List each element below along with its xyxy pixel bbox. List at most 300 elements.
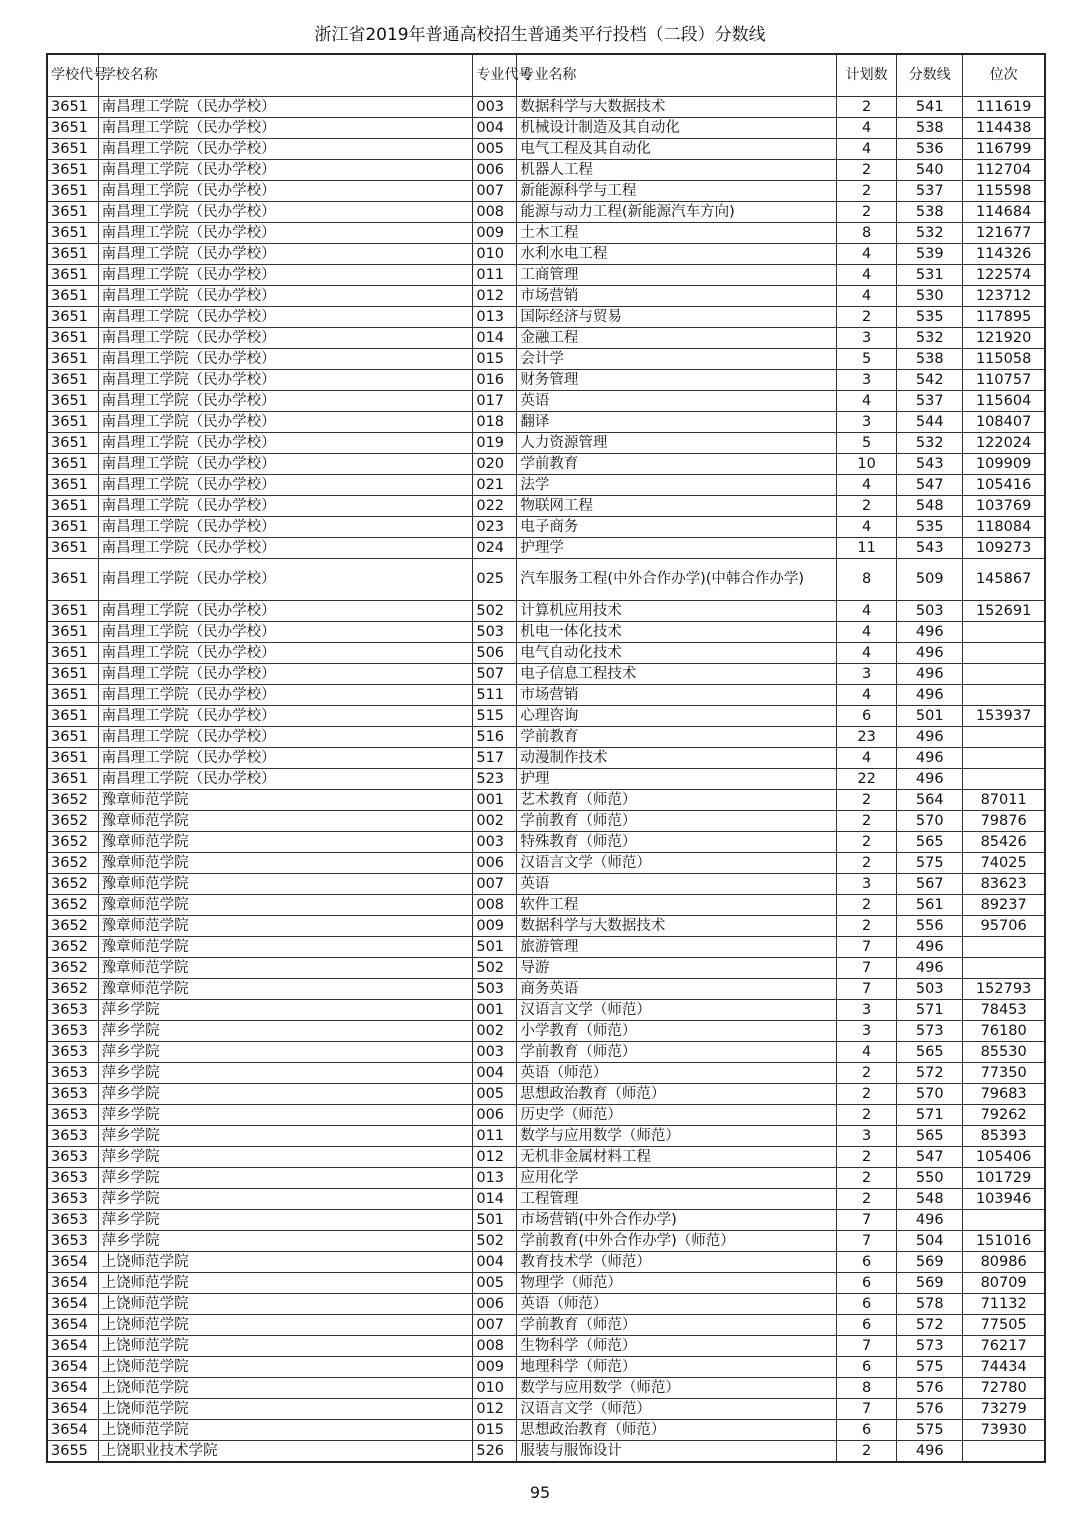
score-table bbox=[46, 53, 1046, 1463]
table-row bbox=[47, 1335, 1045, 1356]
cell-score: 570 bbox=[897, 810, 963, 831]
cell-school-name: 南昌理工学院（民办学校） bbox=[98, 537, 473, 558]
cell-school-name: 萍乡学院 bbox=[98, 1020, 473, 1041]
cell-school-code: 3651 bbox=[47, 621, 98, 642]
cell-school-name: 豫章师范学院 bbox=[98, 873, 473, 894]
cell-school-name: 南昌理工学院（民办学校） bbox=[98, 642, 473, 663]
cell-major-name: 机器人工程 bbox=[517, 159, 837, 180]
table-row bbox=[47, 516, 1045, 537]
table-row bbox=[47, 1251, 1045, 1272]
cell-major-name: 物联网工程 bbox=[517, 495, 837, 516]
cell-school-code: 3651 bbox=[47, 663, 98, 684]
cell-school-name: 豫章师范学院 bbox=[98, 810, 473, 831]
cell-major-name: 汉语言文学（师范） bbox=[517, 1398, 837, 1419]
cell-score: 531 bbox=[897, 264, 963, 285]
cell-plan: 2 bbox=[837, 159, 897, 180]
cell-major-code: 006 bbox=[473, 852, 517, 873]
cell-plan: 7 bbox=[837, 1335, 897, 1356]
cell-school-code: 3651 bbox=[47, 705, 98, 726]
cell-school-code: 3651 bbox=[47, 390, 98, 411]
cell-plan: 2 bbox=[837, 789, 897, 810]
cell-major-code: 016 bbox=[473, 369, 517, 390]
table-row bbox=[47, 684, 1045, 705]
cell-school-name: 南昌理工学院（民办学校） bbox=[98, 306, 473, 327]
cell-major-name: 生物科学（师范） bbox=[517, 1335, 837, 1356]
cell-major-name: 市场营销 bbox=[517, 285, 837, 306]
cell-rank: 115058 bbox=[963, 348, 1045, 369]
cell-school-code: 3651 bbox=[47, 726, 98, 747]
cell-school-name: 南昌理工学院（民办学校） bbox=[98, 222, 473, 243]
cell-major-code: 503 bbox=[473, 978, 517, 999]
cell-major-code: 501 bbox=[473, 936, 517, 957]
cell-plan: 2 bbox=[837, 180, 897, 201]
cell-school-name: 南昌理工学院（民办学校） bbox=[98, 201, 473, 222]
header-rank: 位次 bbox=[963, 54, 1045, 96]
cell-major-name: 护理 bbox=[517, 768, 837, 789]
cell-school-name: 南昌理工学院（民办学校） bbox=[98, 768, 473, 789]
cell-school-name: 上饶师范学院 bbox=[98, 1272, 473, 1293]
cell-major-code: 502 bbox=[473, 957, 517, 978]
table-row bbox=[47, 453, 1045, 474]
cell-score: 561 bbox=[897, 894, 963, 915]
cell-rank: 72780 bbox=[963, 1377, 1045, 1398]
cell-major-name: 英语（师范） bbox=[517, 1293, 837, 1314]
cell-school-code: 3651 bbox=[47, 369, 98, 390]
cell-school-code: 3653 bbox=[47, 1125, 98, 1146]
cell-rank: 80709 bbox=[963, 1272, 1045, 1293]
table-row bbox=[47, 873, 1045, 894]
cell-score: 496 bbox=[897, 663, 963, 684]
table-row bbox=[47, 1377, 1045, 1398]
cell-school-code: 3651 bbox=[47, 96, 98, 117]
cell-major-code: 005 bbox=[473, 138, 517, 159]
cell-score: 565 bbox=[897, 1041, 963, 1062]
cell-school-name: 萍乡学院 bbox=[98, 1167, 473, 1188]
cell-school-code: 3651 bbox=[47, 474, 98, 495]
table-row bbox=[47, 831, 1045, 852]
cell-major-code: 003 bbox=[473, 831, 517, 852]
cell-major-code: 526 bbox=[473, 1440, 517, 1462]
cell-school-name: 萍乡学院 bbox=[98, 1188, 473, 1209]
table-row bbox=[47, 327, 1045, 348]
cell-plan: 4 bbox=[837, 516, 897, 537]
cell-school-name: 萍乡学院 bbox=[98, 1146, 473, 1167]
table-row bbox=[47, 810, 1045, 831]
table-row bbox=[47, 201, 1045, 222]
table-row bbox=[47, 96, 1045, 117]
cell-plan: 2 bbox=[837, 852, 897, 873]
cell-score: 532 bbox=[897, 222, 963, 243]
cell-rank: 152691 bbox=[963, 600, 1045, 621]
cell-score: 537 bbox=[897, 390, 963, 411]
table-row bbox=[47, 285, 1045, 306]
cell-school-name: 上饶师范学院 bbox=[98, 1335, 473, 1356]
cell-plan: 8 bbox=[837, 222, 897, 243]
page-number: 95 bbox=[529, 1483, 551, 1502]
cell-score: 538 bbox=[897, 117, 963, 138]
cell-major-code: 009 bbox=[473, 222, 517, 243]
cell-major-code: 002 bbox=[473, 1020, 517, 1041]
cell-school-name: 上饶职业技术学院 bbox=[98, 1440, 473, 1462]
table-row bbox=[47, 747, 1045, 768]
cell-school-code: 3651 bbox=[47, 264, 98, 285]
table-row bbox=[47, 1083, 1045, 1104]
cell-rank bbox=[963, 747, 1045, 768]
cell-school-name: 萍乡学院 bbox=[98, 1083, 473, 1104]
cell-rank: 76180 bbox=[963, 1020, 1045, 1041]
table-row bbox=[47, 621, 1045, 642]
cell-score: 496 bbox=[897, 747, 963, 768]
cell-school-code: 3654 bbox=[47, 1419, 98, 1440]
cell-school-name: 萍乡学院 bbox=[98, 999, 473, 1020]
cell-major-code: 506 bbox=[473, 642, 517, 663]
cell-rank: 121920 bbox=[963, 327, 1045, 348]
cell-rank: 71132 bbox=[963, 1293, 1045, 1314]
cell-major-code: 005 bbox=[473, 1272, 517, 1293]
cell-major-name: 工商管理 bbox=[517, 264, 837, 285]
cell-plan: 2 bbox=[837, 915, 897, 936]
cell-major-code: 011 bbox=[473, 1125, 517, 1146]
cell-rank bbox=[963, 1209, 1045, 1230]
cell-plan: 3 bbox=[837, 873, 897, 894]
cell-major-code: 007 bbox=[473, 873, 517, 894]
cell-school-name: 萍乡学院 bbox=[98, 1230, 473, 1251]
table-row bbox=[47, 432, 1045, 453]
table-row bbox=[47, 495, 1045, 516]
table-row bbox=[47, 411, 1045, 432]
cell-major-code: 022 bbox=[473, 495, 517, 516]
cell-major-name: 汉语言文学（师范） bbox=[517, 852, 837, 873]
table-row bbox=[47, 1356, 1045, 1377]
cell-major-name: 英语 bbox=[517, 390, 837, 411]
table-row bbox=[47, 474, 1045, 495]
cell-major-name: 机电一体化技术 bbox=[517, 621, 837, 642]
cell-rank: 79876 bbox=[963, 810, 1045, 831]
cell-school-code: 3653 bbox=[47, 1188, 98, 1209]
cell-rank: 79683 bbox=[963, 1083, 1045, 1104]
table-row bbox=[47, 1020, 1045, 1041]
cell-school-name: 南昌理工学院（民办学校） bbox=[98, 474, 473, 495]
cell-major-name: 无机非金属材料工程 bbox=[517, 1146, 837, 1167]
cell-major-code: 008 bbox=[473, 1335, 517, 1356]
cell-score: 509 bbox=[897, 558, 963, 600]
cell-rank: 103769 bbox=[963, 495, 1045, 516]
cell-school-code: 3652 bbox=[47, 915, 98, 936]
cell-major-name: 思想政治教育（师范） bbox=[517, 1083, 837, 1104]
cell-score: 575 bbox=[897, 1419, 963, 1440]
cell-score: 550 bbox=[897, 1167, 963, 1188]
cell-school-name: 豫章师范学院 bbox=[98, 852, 473, 873]
cell-rank: 77350 bbox=[963, 1062, 1045, 1083]
cell-rank: 85530 bbox=[963, 1041, 1045, 1062]
cell-score: 547 bbox=[897, 474, 963, 495]
cell-major-code: 001 bbox=[473, 789, 517, 810]
cell-major-name: 电气工程及其自动化 bbox=[517, 138, 837, 159]
cell-school-code: 3653 bbox=[47, 1104, 98, 1125]
cell-school-code: 3652 bbox=[47, 936, 98, 957]
cell-rank: 152793 bbox=[963, 978, 1045, 999]
cell-plan: 6 bbox=[837, 1251, 897, 1272]
cell-school-name: 豫章师范学院 bbox=[98, 936, 473, 957]
cell-school-code: 3652 bbox=[47, 978, 98, 999]
cell-major-name: 汽车服务工程(中外合作办学)(中韩合作办学) bbox=[517, 558, 837, 600]
cell-major-name: 数学与应用数学（师范） bbox=[517, 1125, 837, 1146]
cell-major-code: 012 bbox=[473, 285, 517, 306]
cell-major-code: 008 bbox=[473, 894, 517, 915]
cell-major-name: 机械设计制造及其自动化 bbox=[517, 117, 837, 138]
cell-major-name: 数学与应用数学（师范） bbox=[517, 1377, 837, 1398]
table-row bbox=[47, 894, 1045, 915]
cell-rank: 105416 bbox=[963, 474, 1045, 495]
cell-rank: 122024 bbox=[963, 432, 1045, 453]
cell-school-code: 3651 bbox=[47, 600, 98, 621]
cell-school-code: 3651 bbox=[47, 411, 98, 432]
cell-major-code: 019 bbox=[473, 432, 517, 453]
cell-major-name: 旅游管理 bbox=[517, 936, 837, 957]
cell-rank: 89237 bbox=[963, 894, 1045, 915]
cell-school-name: 南昌理工学院（民办学校） bbox=[98, 264, 473, 285]
cell-school-name: 南昌理工学院（民办学校） bbox=[98, 726, 473, 747]
cell-major-code: 014 bbox=[473, 327, 517, 348]
cell-rank: 95706 bbox=[963, 915, 1045, 936]
cell-score: 532 bbox=[897, 432, 963, 453]
cell-major-code: 517 bbox=[473, 747, 517, 768]
cell-school-name: 上饶师范学院 bbox=[98, 1251, 473, 1272]
cell-school-code: 3651 bbox=[47, 159, 98, 180]
table-row bbox=[47, 1188, 1045, 1209]
cell-school-code: 3652 bbox=[47, 957, 98, 978]
cell-rank: 118084 bbox=[963, 516, 1045, 537]
cell-major-code: 503 bbox=[473, 621, 517, 642]
cell-plan: 4 bbox=[837, 138, 897, 159]
cell-school-name: 豫章师范学院 bbox=[98, 831, 473, 852]
cell-plan: 2 bbox=[837, 1083, 897, 1104]
cell-rank bbox=[963, 1440, 1045, 1462]
cell-plan: 4 bbox=[837, 390, 897, 411]
cell-rank: 114326 bbox=[963, 243, 1045, 264]
cell-major-code: 004 bbox=[473, 1251, 517, 1272]
cell-plan: 23 bbox=[837, 726, 897, 747]
cell-rank: 74434 bbox=[963, 1356, 1045, 1377]
table-row bbox=[47, 369, 1045, 390]
cell-major-name: 历史学（师范） bbox=[517, 1104, 837, 1125]
cell-score: 575 bbox=[897, 1356, 963, 1377]
cell-rank: 74025 bbox=[963, 852, 1045, 873]
cell-score: 576 bbox=[897, 1398, 963, 1419]
cell-major-code: 025 bbox=[473, 558, 517, 600]
cell-major-name: 国际经济与贸易 bbox=[517, 306, 837, 327]
cell-plan: 3 bbox=[837, 411, 897, 432]
cell-score: 496 bbox=[897, 768, 963, 789]
cell-plan: 3 bbox=[837, 999, 897, 1020]
cell-score: 576 bbox=[897, 1377, 963, 1398]
cell-score: 535 bbox=[897, 306, 963, 327]
cell-plan: 4 bbox=[837, 684, 897, 705]
cell-score: 548 bbox=[897, 1188, 963, 1209]
cell-score: 539 bbox=[897, 243, 963, 264]
cell-rank: 73930 bbox=[963, 1419, 1045, 1440]
cell-score: 535 bbox=[897, 516, 963, 537]
cell-school-code: 3651 bbox=[47, 201, 98, 222]
cell-major-code: 017 bbox=[473, 390, 517, 411]
cell-score: 540 bbox=[897, 159, 963, 180]
cell-major-name: 英语（师范） bbox=[517, 1062, 837, 1083]
cell-plan: 2 bbox=[837, 96, 897, 117]
cell-score: 504 bbox=[897, 1230, 963, 1251]
cell-plan: 7 bbox=[837, 1398, 897, 1419]
cell-school-name: 南昌理工学院（民办学校） bbox=[98, 453, 473, 474]
table-row bbox=[47, 1419, 1045, 1440]
cell-plan: 4 bbox=[837, 117, 897, 138]
cell-major-code: 004 bbox=[473, 1062, 517, 1083]
cell-plan: 6 bbox=[837, 705, 897, 726]
cell-major-code: 011 bbox=[473, 264, 517, 285]
cell-score: 532 bbox=[897, 327, 963, 348]
cell-rank: 87011 bbox=[963, 789, 1045, 810]
cell-major-name: 学前教育 bbox=[517, 726, 837, 747]
cell-school-name: 上饶师范学院 bbox=[98, 1356, 473, 1377]
cell-plan: 3 bbox=[837, 1125, 897, 1146]
cell-plan: 10 bbox=[837, 453, 897, 474]
cell-plan: 4 bbox=[837, 642, 897, 663]
cell-school-name: 南昌理工学院（民办学校） bbox=[98, 411, 473, 432]
cell-plan: 3 bbox=[837, 663, 897, 684]
cell-school-name: 上饶师范学院 bbox=[98, 1398, 473, 1419]
cell-school-code: 3654 bbox=[47, 1293, 98, 1314]
cell-school-name: 萍乡学院 bbox=[98, 1209, 473, 1230]
cell-plan: 2 bbox=[837, 495, 897, 516]
cell-school-code: 3654 bbox=[47, 1335, 98, 1356]
cell-school-name: 豫章师范学院 bbox=[98, 789, 473, 810]
cell-school-code: 3652 bbox=[47, 852, 98, 873]
table-row bbox=[47, 306, 1045, 327]
cell-major-name: 心理咨询 bbox=[517, 705, 837, 726]
cell-score: 503 bbox=[897, 978, 963, 999]
cell-school-name: 南昌理工学院（民办学校） bbox=[98, 327, 473, 348]
cell-major-name: 软件工程 bbox=[517, 894, 837, 915]
cell-plan: 2 bbox=[837, 1188, 897, 1209]
cell-rank: 116799 bbox=[963, 138, 1045, 159]
cell-school-code: 3652 bbox=[47, 894, 98, 915]
table-row bbox=[47, 558, 1045, 600]
cell-plan: 7 bbox=[837, 1230, 897, 1251]
cell-plan: 7 bbox=[837, 957, 897, 978]
cell-school-code: 3653 bbox=[47, 1167, 98, 1188]
header-school-name: 学校名称 bbox=[98, 54, 473, 96]
table-row bbox=[47, 1146, 1045, 1167]
cell-major-code: 507 bbox=[473, 663, 517, 684]
cell-school-code: 3651 bbox=[47, 117, 98, 138]
cell-school-code: 3651 bbox=[47, 516, 98, 537]
cell-rank: 108407 bbox=[963, 411, 1045, 432]
cell-rank: 103946 bbox=[963, 1188, 1045, 1209]
cell-school-code: 3653 bbox=[47, 1146, 98, 1167]
cell-rank: 153937 bbox=[963, 705, 1045, 726]
cell-major-name: 特殊教育（师范） bbox=[517, 831, 837, 852]
cell-major-name: 英语 bbox=[517, 873, 837, 894]
cell-plan: 6 bbox=[837, 1419, 897, 1440]
table-row bbox=[47, 642, 1045, 663]
table-body bbox=[47, 96, 1045, 1462]
cell-plan: 22 bbox=[837, 768, 897, 789]
table-row bbox=[47, 1104, 1045, 1125]
cell-major-code: 523 bbox=[473, 768, 517, 789]
table-row bbox=[47, 1272, 1045, 1293]
cell-score: 571 bbox=[897, 999, 963, 1020]
cell-rank: 79262 bbox=[963, 1104, 1045, 1125]
cell-major-name: 服装与服饰设计 bbox=[517, 1440, 837, 1462]
cell-plan: 2 bbox=[837, 1062, 897, 1083]
cell-plan: 4 bbox=[837, 747, 897, 768]
cell-score: 501 bbox=[897, 705, 963, 726]
page-title: 浙江省2019年普通高校招生普通类平行投档（二段）分数线 bbox=[314, 25, 766, 45]
cell-major-name: 小学教育（师范） bbox=[517, 1020, 837, 1041]
cell-rank: 85393 bbox=[963, 1125, 1045, 1146]
cell-major-name: 会计学 bbox=[517, 348, 837, 369]
cell-major-code: 015 bbox=[473, 348, 517, 369]
cell-score: 575 bbox=[897, 852, 963, 873]
cell-score: 572 bbox=[897, 1314, 963, 1335]
cell-major-code: 018 bbox=[473, 411, 517, 432]
header-school-code: 学校代号 bbox=[47, 54, 98, 96]
cell-school-code: 3652 bbox=[47, 810, 98, 831]
cell-major-code: 012 bbox=[473, 1398, 517, 1419]
cell-major-name: 水利水电工程 bbox=[517, 243, 837, 264]
header-major-code: 专业代号 bbox=[473, 54, 517, 96]
cell-score: 496 bbox=[897, 684, 963, 705]
table-row bbox=[47, 1230, 1045, 1251]
cell-plan: 2 bbox=[837, 831, 897, 852]
cell-major-name: 新能源科学与工程 bbox=[517, 180, 837, 201]
cell-major-code: 515 bbox=[473, 705, 517, 726]
cell-major-name: 市场营销(中外合作办学) bbox=[517, 1209, 837, 1230]
cell-school-code: 3652 bbox=[47, 873, 98, 894]
cell-school-name: 上饶师范学院 bbox=[98, 1293, 473, 1314]
cell-school-code: 3654 bbox=[47, 1356, 98, 1377]
cell-major-name: 学前教育(中外合作办学)（师范） bbox=[517, 1230, 837, 1251]
cell-major-code: 021 bbox=[473, 474, 517, 495]
cell-plan: 4 bbox=[837, 1041, 897, 1062]
cell-school-name: 南昌理工学院（民办学校） bbox=[98, 705, 473, 726]
cell-major-name: 土木工程 bbox=[517, 222, 837, 243]
cell-major-name: 商务英语 bbox=[517, 978, 837, 999]
cell-major-code: 015 bbox=[473, 1419, 517, 1440]
cell-major-code: 002 bbox=[473, 810, 517, 831]
cell-major-code: 005 bbox=[473, 1083, 517, 1104]
table-row bbox=[47, 852, 1045, 873]
cell-rank: 85426 bbox=[963, 831, 1045, 852]
cell-school-code: 3655 bbox=[47, 1440, 98, 1462]
cell-score: 496 bbox=[897, 726, 963, 747]
cell-plan: 3 bbox=[837, 1020, 897, 1041]
cell-plan: 5 bbox=[837, 432, 897, 453]
cell-major-name: 数据科学与大数据技术 bbox=[517, 96, 837, 117]
cell-school-code: 3651 bbox=[47, 138, 98, 159]
cell-school-name: 南昌理工学院（民办学校） bbox=[98, 390, 473, 411]
table-row bbox=[47, 768, 1045, 789]
cell-major-name: 艺术教育（师范） bbox=[517, 789, 837, 810]
cell-rank: 145867 bbox=[963, 558, 1045, 600]
cell-plan: 4 bbox=[837, 285, 897, 306]
table-row bbox=[47, 117, 1045, 138]
cell-score: 543 bbox=[897, 537, 963, 558]
cell-school-name: 南昌理工学院（民办学校） bbox=[98, 285, 473, 306]
cell-major-name: 财务管理 bbox=[517, 369, 837, 390]
cell-score: 496 bbox=[897, 642, 963, 663]
table-row bbox=[47, 159, 1045, 180]
cell-major-code: 020 bbox=[473, 453, 517, 474]
cell-major-name: 汉语言文学（师范） bbox=[517, 999, 837, 1020]
